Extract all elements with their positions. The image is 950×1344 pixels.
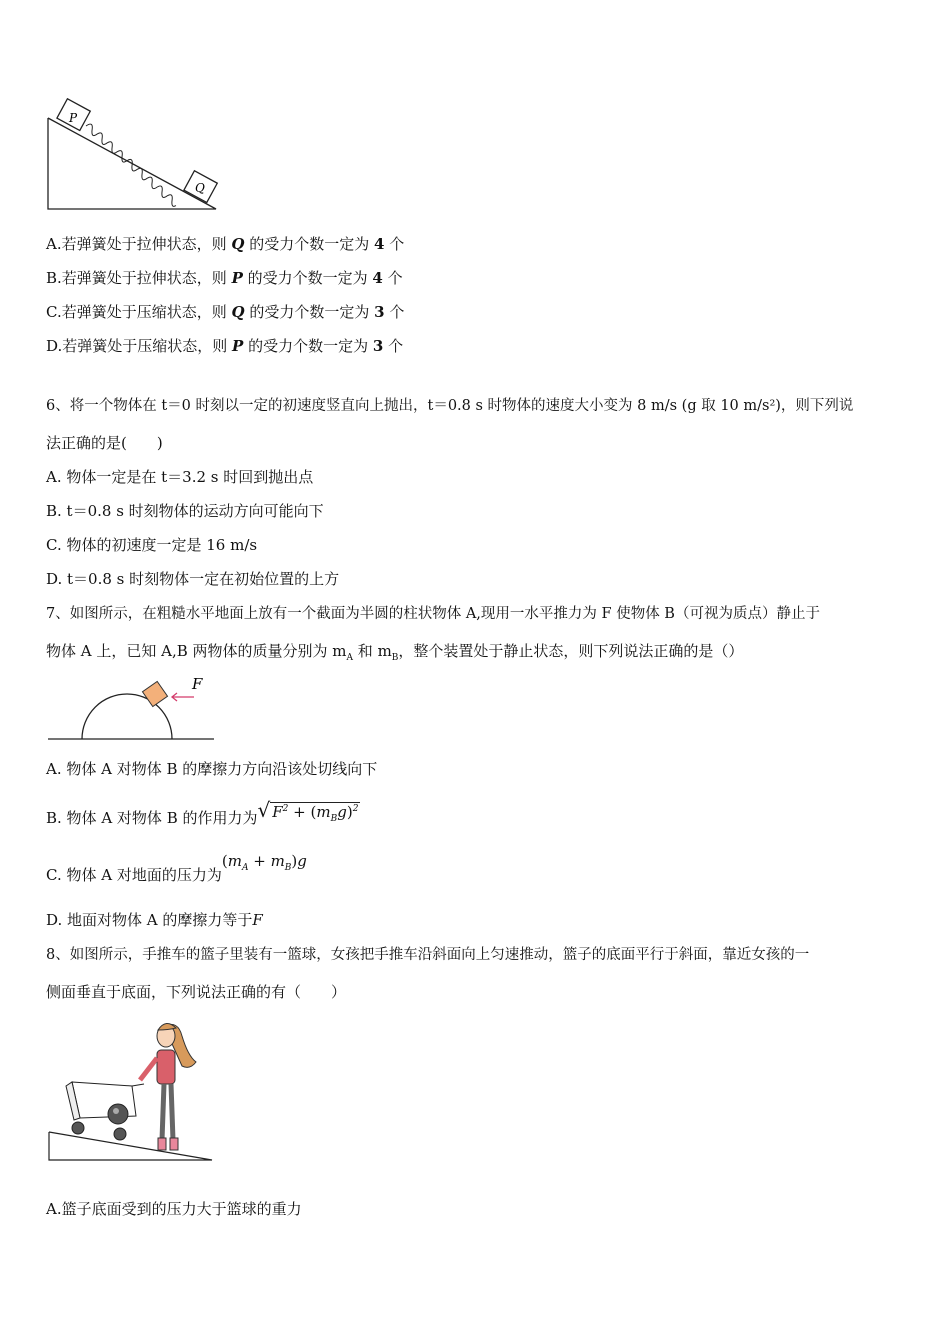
q6-stem-line-1: 6、将一个物体在 t＝0 时刻以一定的初速度竖直向上抛出，t＝0.8 s 时物体的速度大小变为 8 m/s (g 取 10 m/s²)，则下列说: [46, 398, 854, 414]
cart-incline-figure: [44, 1012, 224, 1164]
force-arrow: [172, 693, 194, 701]
incline-spring-figure: [44, 98, 224, 214]
q7-option-a: A. 物体 A 对物体 B 的摩擦力方向沿该处切线向下: [46, 760, 378, 778]
q5-option-d: D.若弹簧处于压缩状态，则 P 的受力个数一定为 3 个: [46, 337, 404, 355]
cart-wheel-back: [72, 1122, 84, 1134]
q8-option-a: A.篮子底面受到的压力大于篮球的重力: [46, 1200, 302, 1218]
incline-slope: [49, 1132, 212, 1160]
q6-stem-line-2: 法正确的是( ): [46, 434, 163, 452]
label-p: P: [69, 111, 78, 125]
q5-option-a: A.若弹簧处于拉伸状态，则 Q 的受力个数一定为 4 个: [46, 235, 405, 253]
q7-option-b: B. 物体 A 对物体 B 的作用力为√ $F^2 + (m_Bg)^2$: [46, 798, 359, 827]
block-b: [142, 681, 167, 706]
label-q: Q: [195, 181, 205, 195]
q5-option-c: C.若弹簧处于压缩状态，则 Q 的受力个数一定为 3 个: [46, 303, 405, 321]
spring: [72, 122, 191, 207]
q6-option-a: A. 物体一定是在 t＝3.2 s 时回到抛出点: [46, 468, 314, 486]
q6-option-c: C. 物体的初速度一定是 16 m/s: [46, 536, 258, 554]
sqrt-expression: √ $F^2 + (m_Bg)^2$: [257, 798, 359, 824]
q8-stem-line-2: 侧面垂直于底面，下列说法正确的有（ ）: [46, 983, 347, 1001]
normal-force-expression: $(m_A + m_B)g$: [221, 852, 307, 873]
cart: [66, 1082, 144, 1120]
q7-stem-line-2: 物体 A 上，已知 A,B 两物体的质量分别为 $m_A$ 和 $m_B$，整个装置处于静止状态，则下列说法正确的是（）: [46, 642, 744, 663]
q7-option-c: C. 物体 A 对地面的压力为$(m_A + m_B)g$: [46, 852, 307, 884]
cart-wheel-front: [114, 1128, 126, 1140]
q7-option-d: D. 地面对物体 A 的摩擦力等于F: [46, 911, 263, 929]
basketball: [108, 1104, 128, 1124]
semicircle-figure: [44, 672, 224, 744]
label-f: F: [192, 675, 203, 693]
girl: [140, 1023, 196, 1150]
q6-option-d: D. t＝0.8 s 时刻物体一定在初始位置的上方: [46, 570, 340, 588]
q8-stem-line-1: 8、如图所示，手推车的篮子里装有一篮球，女孩把手推车沿斜面向上匀速推动，篮子的底面平行于斜面，靠近女孩的一: [46, 947, 810, 963]
q7-stem-line-1: 7、如图所示，在粗糙水平地面上放有一个截面为半圆的柱状物体 A,现用一水平推力为 F 使物体 B（可视为质点）静止于: [46, 606, 820, 622]
q6-option-b: B. t＝0.8 s 时刻物体的运动方向可能向下: [46, 502, 324, 520]
q5-option-b: B.若弹簧处于拉伸状态，则 P 的受力个数一定为 4 个: [46, 269, 403, 287]
